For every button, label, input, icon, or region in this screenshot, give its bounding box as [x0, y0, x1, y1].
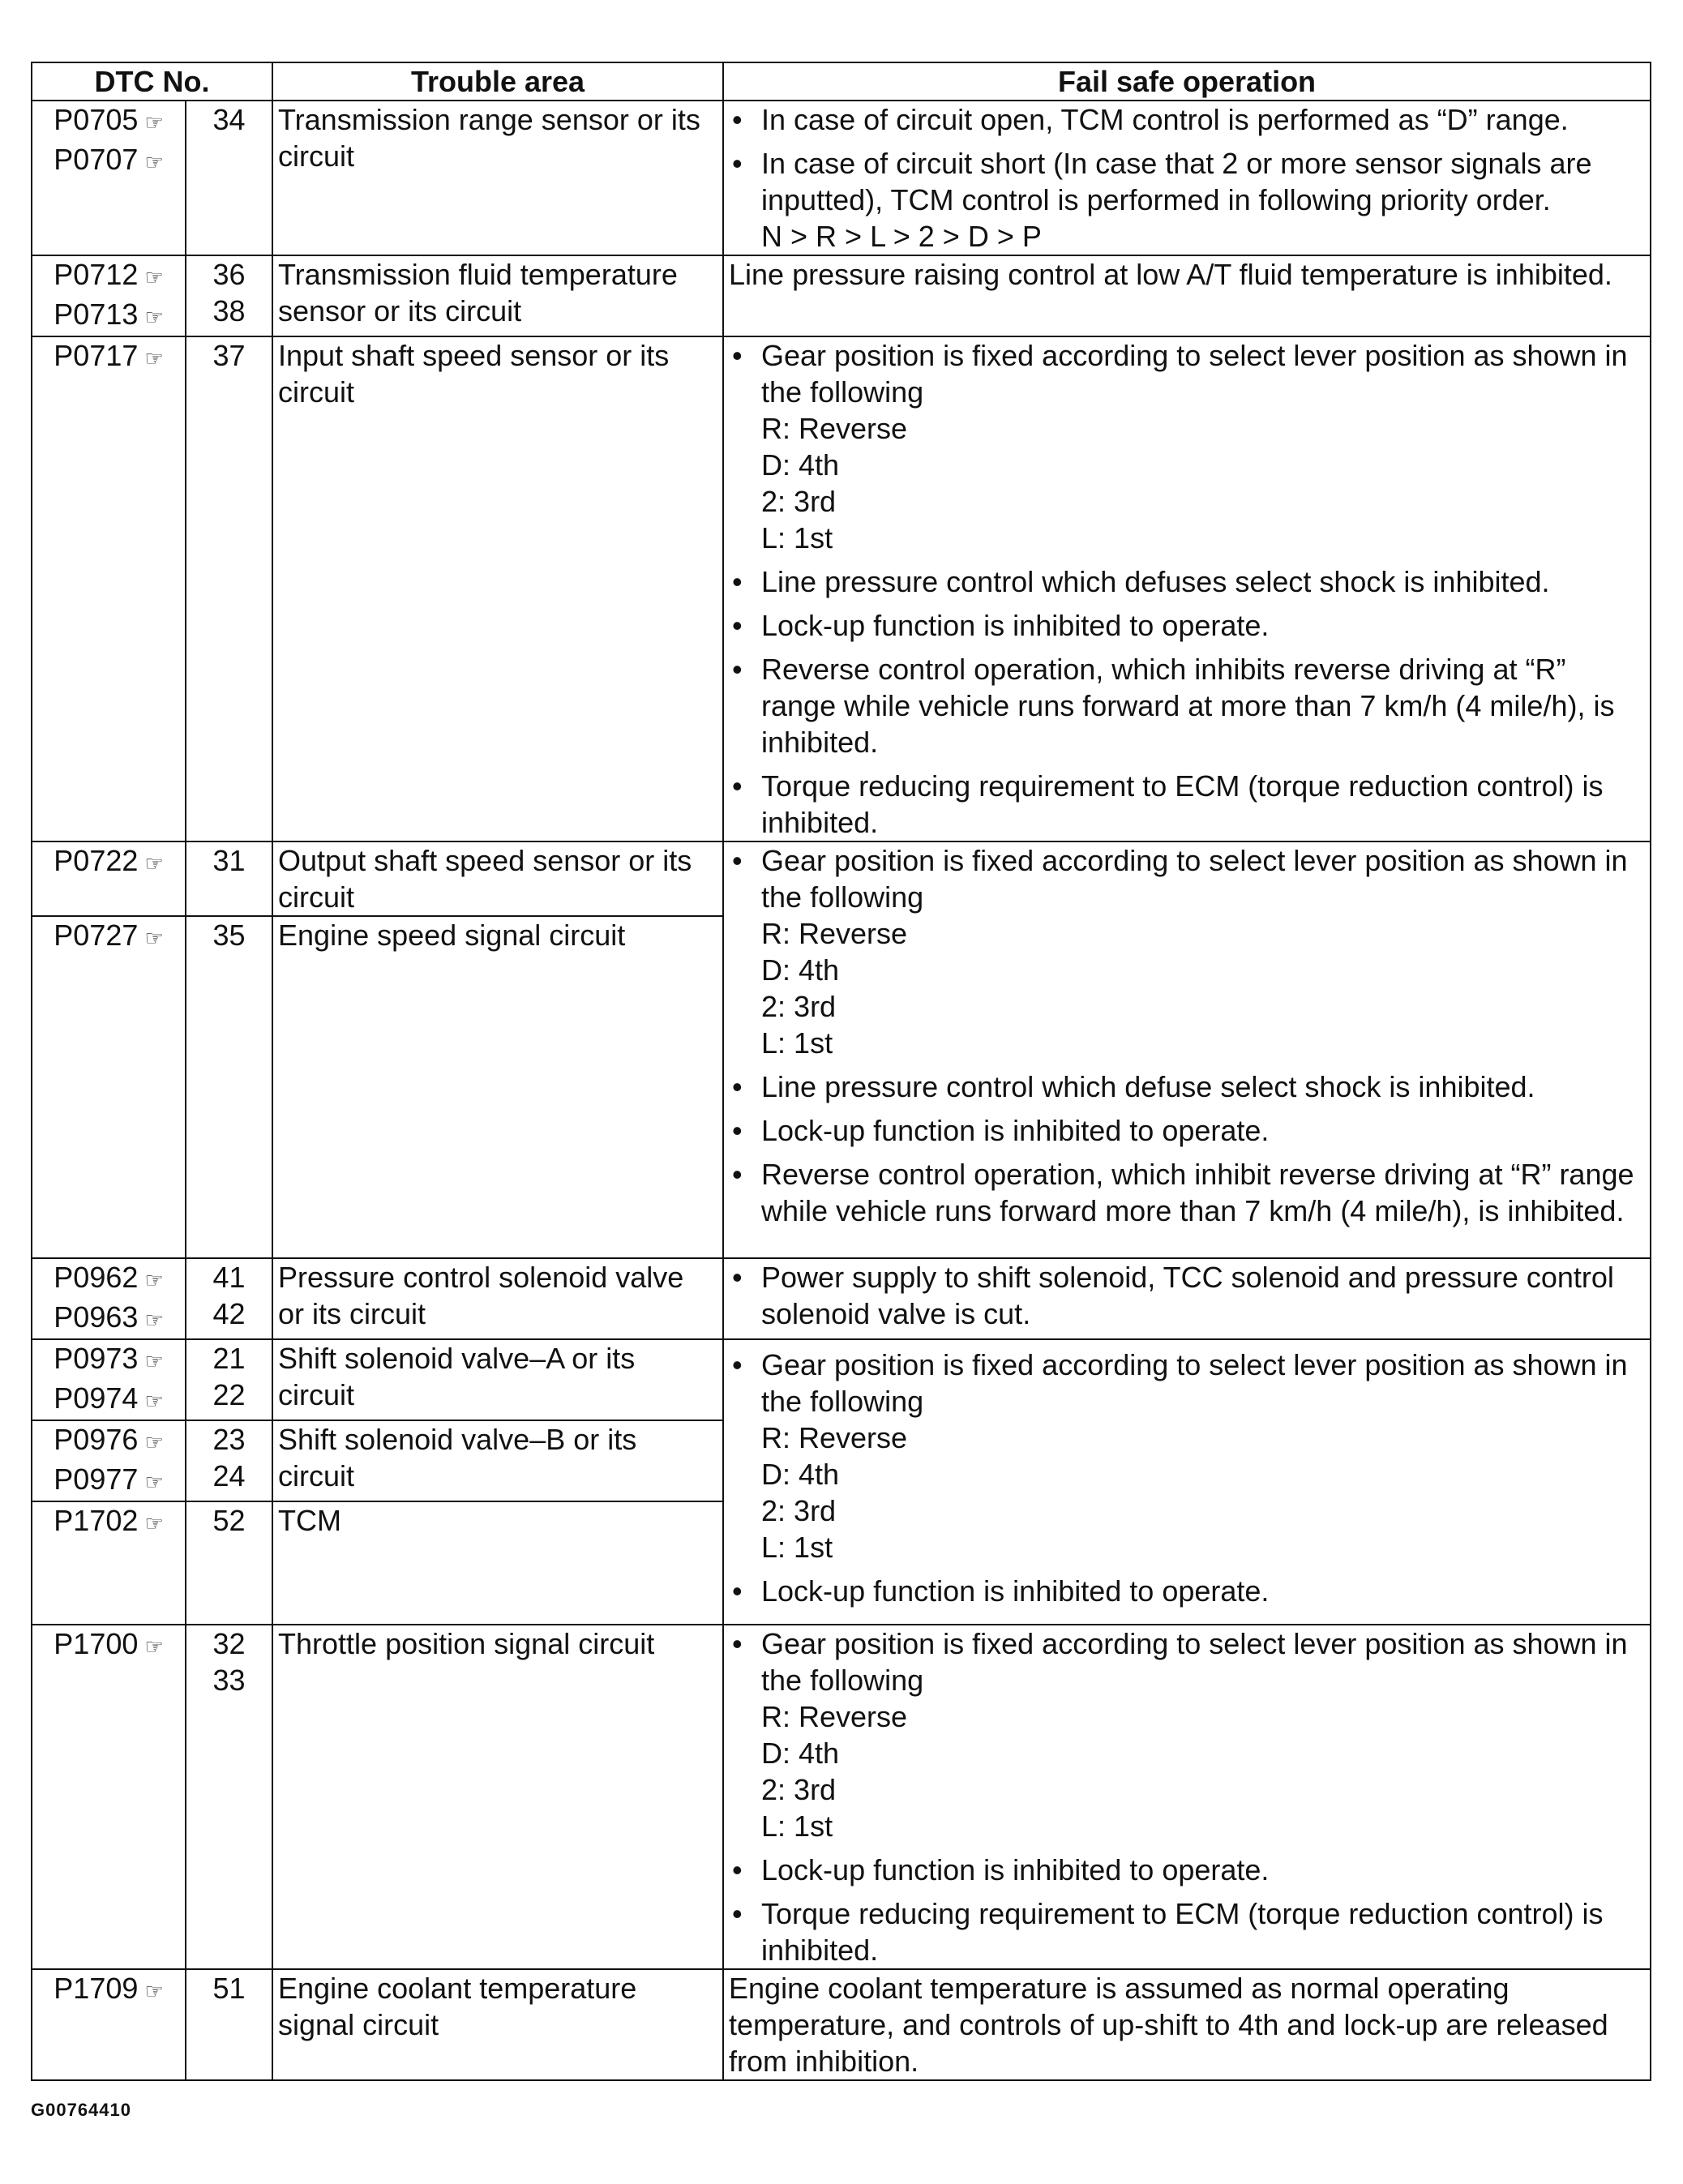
pointing-hand-icon: ☞	[144, 1268, 164, 1292]
pointing-hand-icon: ☞	[144, 926, 164, 950]
gear-position: D: 4th	[761, 1458, 840, 1491]
dtc-code: P0727	[54, 919, 139, 952]
dtc-number-cell	[186, 1420, 272, 1501]
pointing-hand-icon: ☞	[144, 346, 164, 370]
dtc-number: 42	[212, 1297, 246, 1330]
dtc-number: 52	[212, 1504, 246, 1537]
pointing-hand-icon: ☞	[144, 1308, 164, 1332]
dtc-number-cell	[186, 336, 272, 841]
table-row	[32, 1258, 1651, 1339]
gear-position: 2: 3rd	[761, 1494, 837, 1527]
dtc-number-cell	[186, 1625, 272, 1969]
dtc-number: 34	[212, 103, 246, 136]
fail-safe-cell	[723, 1258, 1651, 1339]
fail-safe-cell	[723, 841, 1651, 1258]
dtc-number-cell	[186, 255, 272, 336]
fail-safe-cell: Engine coolant temperature is assumed as normal operating temperature, and controls of up-shift to 4th and lock-up are released from inhibition.	[723, 1969, 1651, 2080]
trouble-area-cell: Transmission range sensor or its circuit	[272, 101, 723, 255]
trouble-area-cell: Pressure control solenoid valve or its circuit	[272, 1258, 723, 1339]
gear-position: 2: 3rd	[761, 485, 837, 518]
trouble-area-cell: Output shaft speed sensor or its circuit	[272, 841, 723, 916]
pointing-hand-icon: ☞	[144, 1389, 164, 1413]
dtc-code: P0707	[54, 143, 139, 176]
header-trouble-area: Trouble area	[272, 62, 723, 101]
fail-safe-bullet: • Lock-up function is inhibited to operate.	[729, 1852, 1645, 1888]
trouble-area-cell: Input shaft speed sensor or its circuit	[272, 336, 723, 841]
fail-safe-bullet: • Lock-up function is inhibited to operate.	[729, 1573, 1645, 1609]
table-row	[32, 1969, 1651, 2080]
gear-position: R: Reverse	[761, 1700, 908, 1733]
fail-safe-bullet: • Line pressure control which defuse select shock is inhibited.	[729, 1068, 1645, 1105]
dtc-code-cell	[32, 336, 186, 841]
header-dtc: DTC No.	[32, 62, 272, 101]
priority-order: N > R > L > 2 > D > P	[761, 220, 1042, 253]
fail-safe-bullet: • In case of circuit short (In case that 2 or more sensor signals are inputted), TCM control is performed in following priority order. N > R > L > 2 > D > P	[729, 145, 1645, 255]
dtc-code-cell	[32, 255, 186, 336]
dtc-code: P0717	[54, 339, 139, 372]
trouble-area-cell: Shift solenoid valve–B or its circuit	[272, 1420, 723, 1501]
pointing-hand-icon: ☞	[144, 1349, 164, 1373]
fail-safe-cell	[723, 101, 1651, 255]
fail-safe-bullet: • Reverse control operation, which inhibit reverse driving at “R” range while vehicle runs forward more than 7 km/h (4 mile/h), is inhibited.	[729, 1156, 1645, 1229]
figure-id: G00764410	[31, 2100, 131, 2120]
gear-position: D: 4th	[761, 448, 840, 482]
pointing-hand-icon: ☞	[144, 150, 164, 174]
dtc-code: P0963	[54, 1300, 139, 1334]
fail-safe-bullet: • Reverse control operation, which inhibits reverse driving at “R” range while vehicle runs forward at more than 7 km/h (4 mile/h), is inhibited.	[729, 651, 1645, 760]
fail-safe-bullet: • In case of circuit open, TCM control is performed as “D” range.	[729, 101, 1645, 138]
dtc-number-cell	[186, 916, 272, 1258]
gear-position: L: 1st	[761, 521, 833, 555]
header-row	[32, 62, 1651, 101]
dtc-code-cell	[32, 1969, 186, 2080]
table-row	[32, 101, 1651, 255]
trouble-area-cell: Shift solenoid valve–A or its circuit	[272, 1339, 723, 1420]
pointing-hand-icon: ☞	[144, 1511, 164, 1535]
dtc-code: P1709	[54, 1972, 139, 2005]
dtc-code: P1700	[54, 1627, 139, 1660]
fail-safe-bullet: • Gear position is fixed according to select lever position as shown in the following R: Reverse D: 4th 2: 3rd L: 1st	[729, 1625, 1645, 1844]
dtc-number: 41	[212, 1261, 246, 1294]
fail-safe-bullet: • Torque reducing requirement to ECM (torque reduction control) is inhibited.	[729, 1895, 1645, 1968]
dtc-number: 38	[212, 294, 246, 328]
dtc-number: 36	[212, 258, 246, 291]
dtc-code: P0973	[54, 1342, 139, 1375]
dtc-number: 31	[212, 844, 246, 877]
trouble-area-cell: Engine speed signal circuit	[272, 916, 723, 1258]
trouble-area-cell: Engine coolant temperature signal circuit	[272, 1969, 723, 2080]
dtc-code: P0713	[54, 298, 139, 331]
dtc-code: P0712	[54, 258, 139, 291]
gear-position: L: 1st	[761, 1026, 833, 1060]
fail-safe-bullet: • Line pressure control which defuses select shock is inhibited.	[729, 563, 1645, 600]
fail-safe-cell: Line pressure raising control at low A/T fluid temperature is inhibited.	[723, 255, 1651, 336]
table-row	[32, 1339, 1651, 1420]
pointing-hand-icon: ☞	[144, 110, 164, 135]
fail-safe-bullet: • Gear position is fixed according to select lever position as shown in the following R: Reverse D: 4th 2: 3rd L: 1st	[729, 842, 1645, 1061]
fail-safe-bullet: • Gear position is fixed according to select lever position as shown in the following R: Reverse D: 4th 2: 3rd L: 1st	[729, 337, 1645, 556]
dtc-code-cell	[32, 1625, 186, 1969]
dtc-code-cell	[32, 1258, 186, 1339]
dtc-code-cell	[32, 916, 186, 1258]
trouble-area-cell: TCM	[272, 1501, 723, 1625]
fail-safe-table	[31, 62, 1651, 2081]
fail-safe-bullet: • Power supply to shift solenoid, TCC solenoid and pressure control solenoid valve is cut.	[729, 1259, 1645, 1332]
gear-position: R: Reverse	[761, 1421, 908, 1454]
gear-position: 2: 3rd	[761, 990, 837, 1023]
gear-position: L: 1st	[761, 1531, 833, 1564]
dtc-number: 35	[212, 919, 246, 952]
dtc-code: P0705	[54, 103, 139, 136]
dtc-number: 22	[212, 1378, 246, 1411]
pointing-hand-icon: ☞	[144, 1470, 164, 1494]
dtc-code: P1702	[54, 1504, 139, 1537]
dtc-code: P0976	[54, 1423, 139, 1456]
dtc-number: 24	[212, 1459, 246, 1492]
gear-position: D: 4th	[761, 1736, 840, 1770]
dtc-code: P0962	[54, 1261, 139, 1294]
gear-position: L: 1st	[761, 1809, 833, 1843]
trouble-area-cell: Throttle position signal circuit	[272, 1625, 723, 1969]
table-row	[32, 336, 1651, 841]
dtc-code: P0977	[54, 1462, 139, 1496]
pointing-hand-icon: ☞	[144, 305, 164, 329]
pointing-hand-icon: ☞	[144, 265, 164, 289]
gear-position: 2: 3rd	[761, 1773, 837, 1806]
dtc-number: 23	[212, 1423, 246, 1456]
gear-position: R: Reverse	[761, 412, 908, 445]
gear-position: R: Reverse	[761, 917, 908, 950]
pointing-hand-icon: ☞	[144, 1634, 164, 1659]
dtc-code-cell	[32, 1420, 186, 1501]
fail-safe-cell	[723, 1625, 1651, 1969]
dtc-number-cell	[186, 841, 272, 916]
dtc-number-cell	[186, 1339, 272, 1420]
dtc-number: 33	[212, 1664, 246, 1697]
dtc-number: 32	[212, 1627, 246, 1660]
dtc-number-cell	[186, 1969, 272, 2080]
header-fail-safe-operation: Fail safe operation	[723, 62, 1651, 101]
table-row	[32, 1625, 1651, 1969]
pointing-hand-icon: ☞	[144, 1979, 164, 2003]
table-row	[32, 255, 1651, 336]
fail-safe-bullet: • Gear position is fixed according to select lever position as shown in the following R: Reverse D: 4th 2: 3rd L: 1st	[729, 1347, 1645, 1565]
fail-safe-bullet: • Lock-up function is inhibited to operate.	[729, 1112, 1645, 1149]
dtc-code: P0722	[54, 844, 139, 877]
dtc-code-cell	[32, 1339, 186, 1420]
table-row	[32, 841, 1651, 916]
dtc-number-cell	[186, 101, 272, 255]
dtc-code-cell	[32, 101, 186, 255]
dtc-number: 21	[212, 1342, 246, 1375]
gear-position: D: 4th	[761, 953, 840, 987]
pointing-hand-icon: ☞	[144, 851, 164, 876]
dtc-code-cell	[32, 841, 186, 916]
dtc-number-cell	[186, 1258, 272, 1339]
dtc-code: P0974	[54, 1381, 139, 1415]
dtc-number-cell	[186, 1501, 272, 1625]
dtc-code-cell	[32, 1501, 186, 1625]
trouble-area-cell: Transmission fluid temperature sensor or its circuit	[272, 255, 723, 336]
pointing-hand-icon: ☞	[144, 1430, 164, 1454]
fail-safe-cell	[723, 336, 1651, 841]
fail-safe-bullet: • Torque reducing requirement to ECM (torque reduction control) is inhibited.	[729, 768, 1645, 841]
fail-safe-bullet: • Lock-up function is inhibited to operate.	[729, 607, 1645, 644]
dtc-number: 51	[212, 1972, 246, 2005]
dtc-number: 37	[212, 339, 246, 372]
fail-safe-cell	[723, 1339, 1651, 1625]
